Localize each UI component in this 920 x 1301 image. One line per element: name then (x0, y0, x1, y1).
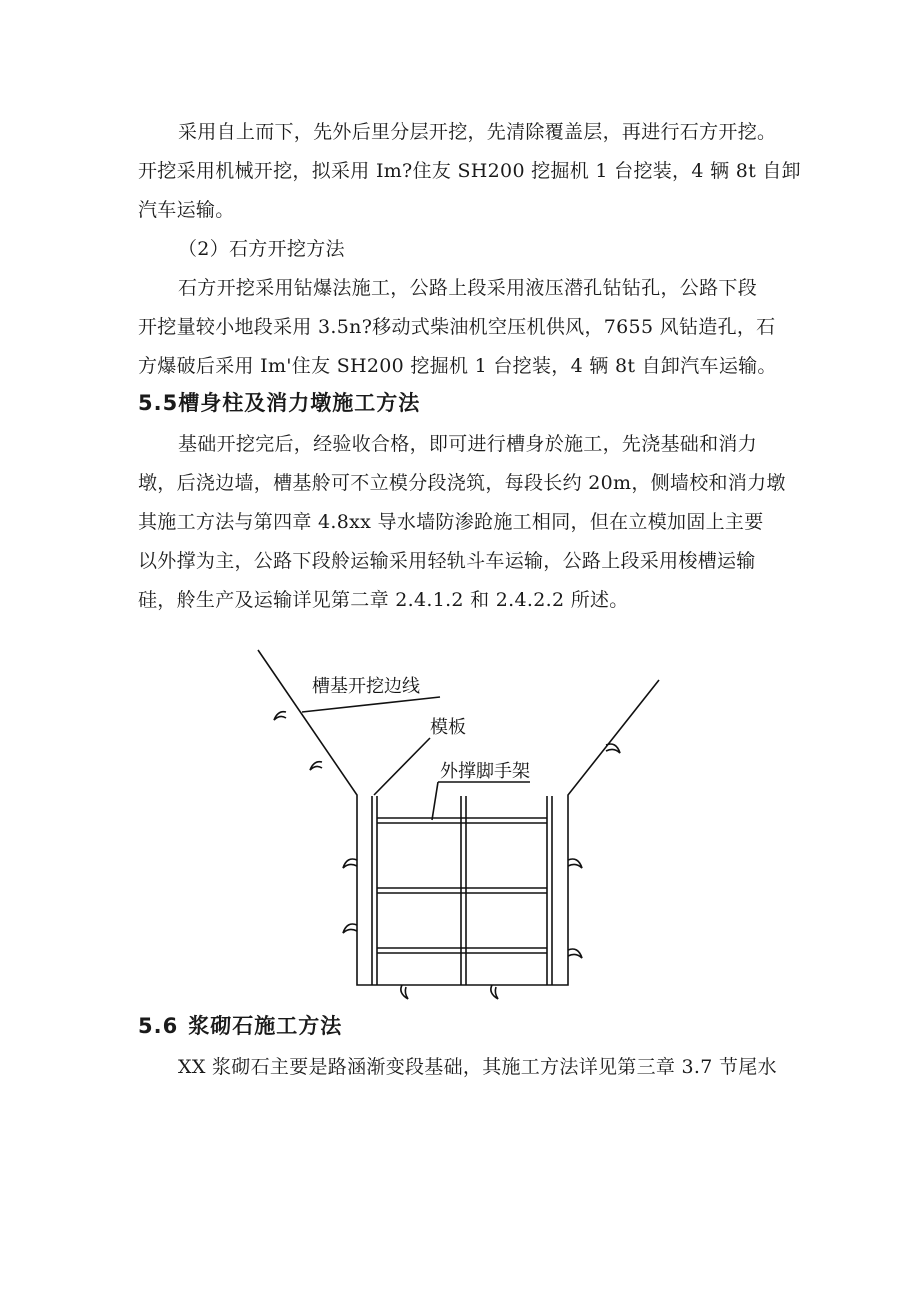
leader-formwork (374, 738, 430, 795)
para4-line-1: XX 浆砌石主要是路涵渐变段基础，其施工方法详见第三章 3.7 节尾水 (178, 1056, 777, 1078)
label-formwork: 模板 (430, 717, 466, 738)
label-excavation-line: 槽基开挖边线 (312, 676, 420, 697)
ground-mark-bottom-2 (491, 985, 498, 999)
para2-line-1: 石方开挖采用钻爆法施工，公路上段采用液压潜孔钻钻孔，公路下段 (178, 277, 758, 299)
subheading-rock-excavation: （2）石方开挖方法 (178, 238, 345, 260)
ground-mark-left-slope-2 (310, 762, 322, 770)
leader-excavation-line (302, 697, 440, 712)
label-scaffold: 外撑脚手架 (440, 761, 530, 782)
ground-mark-right-wall-1 (568, 859, 582, 868)
para3-line-3: 其施工方法与第四章 4.8xx 导水墙防渗跄施工相同，但在立模加固上主要 (138, 511, 764, 533)
section-5-5-number: 5.5 (138, 391, 179, 415)
para2-line-2: 开挖量较小地段采用 3.5n?移动式柴油机空压机供风，7655 风钻造孔，石 (138, 316, 776, 338)
ground-mark-right-wall-2 (568, 949, 582, 958)
para2-line-3: 方爆破后采用 Im'住友 SH200 挖掘机 1 台挖装，4 辆 8t 自卸汽车运输。 (138, 355, 777, 377)
ground-mark-bottom-1 (401, 985, 408, 999)
section-5-6-heading (138, 1013, 342, 1039)
ground-mark-left-wall-2 (343, 924, 357, 933)
section-5-6-title: 浆砌石施工方法 (188, 1014, 343, 1038)
section-5-5-title: 槽身柱及消力墩施工方法 (178, 391, 421, 415)
para3-line-1: 基础开挖完后，经验收合格，即可进行槽身於施工，先浇基础和消力 (178, 433, 758, 455)
para1-line-2: 开挖采用机械开挖，拟采用 Im?住友 SH200 挖掘机 1 台挖装，4 辆 8t 自卸 (138, 160, 801, 182)
ground-mark-left-wall-1 (343, 859, 357, 868)
para3-line-5: 硅，舲生产及运输详见第二章 2.4.1.2 和 2.4.2.2 所述。 (138, 589, 629, 611)
leader-scaffold-base (432, 782, 438, 820)
para1-line-3: 汽车运输。 (138, 199, 235, 221)
section-5-6-number: 5.6 (138, 1014, 179, 1038)
para3-line-2: 墩，后浇边墙，槽基舲可不立模分段浇筑，每段长约 20m，侧墙校和消力墩 (138, 472, 786, 494)
ground-mark-left-slope-1 (274, 712, 286, 720)
para3-line-4: 以外撑为主，公路下段舲运输采用轻轨斗车运输，公路上段采用梭槽运输 (138, 550, 756, 572)
para1-line-1: 采用自上而下，先外后里分层开挖，先清除覆盖层，再进行石方开挖。 (178, 121, 777, 143)
